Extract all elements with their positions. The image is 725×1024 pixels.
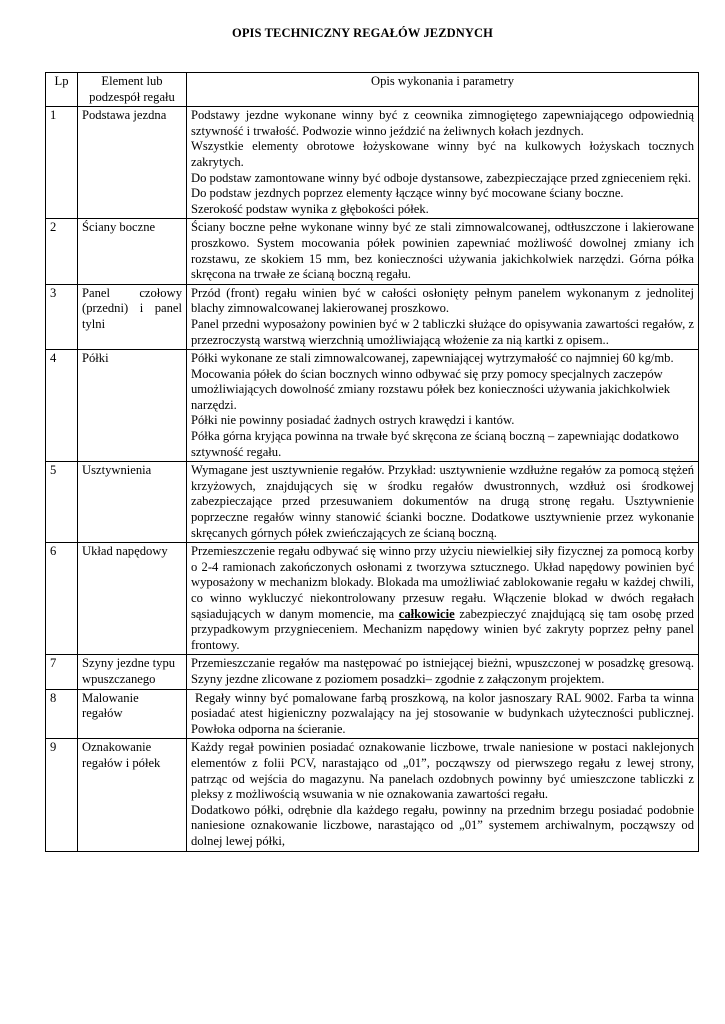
- row-element: Usztywnienia: [78, 462, 187, 543]
- description-paragraph: Półka górna kryjąca powinna na trwałe być skręcona ze ścianą boczną – zapewniając dodatkowo sztywność regału.: [191, 429, 679, 459]
- description-paragraph: [191, 544, 694, 653]
- description-paragraph: Do podstaw jezdnych poprzez elementy łączące winny być mocowane ściany boczne.: [191, 186, 624, 201]
- description-text: zabezpieczyć znajdującą się tam osobę przed przypadkowym przygnieceniem. Mechanizm napędowy winien być zakryty poprzez pełny panel frontowy.: [191, 606, 694, 652]
- row-element: Półki: [78, 350, 187, 462]
- row-element: Oznakowanie regałów i półek: [78, 739, 187, 851]
- description-paragraph: Dodatkowo półki, odrębnie dla każdego regału, powinny na przednim brzegu posiadać podobnie naniesione oznakowanie liczbowe, narastająco od „01” systemem archiwalnym, począwszy od dolnej lewej półki,: [191, 802, 694, 848]
- row-element: Panel czołowy (przedni) i panel tylni: [78, 284, 187, 349]
- row-description: [187, 462, 699, 543]
- description-paragraph: Wymagane jest usztywnienie regałów. Przykład: usztywnienie wzdłużne regałów za pomocą stężeń krzyżowych, znajdujących się w środku regałów dwustronnych, wzdłuż osi środkowej zabezpieczające przed przesuwaniem dokumentów na drugą stronę regału. Usztywnienie poprzeczne regałów winny stanowić ścianki boczne. Dodatkowe usztywnienie przez wykonanie skręcanych górnych półek zwieńczających ze ścianą boczną.: [191, 463, 694, 540]
- header-lp: Lp: [46, 73, 78, 107]
- table-row: [46, 350, 699, 462]
- row-element: Ściany boczne: [78, 219, 187, 284]
- row-number: 7: [46, 655, 78, 689]
- row-description: [187, 543, 699, 655]
- description-paragraph: Przód (front) regału winien być w całości osłonięty pełnym panelem wykonanym z jednolitej blachy zimnowalcowanej lakierowanej proszkowo.: [191, 285, 694, 316]
- description-paragraph: Każdy regał powinien posiadać oznakowanie liczbowe, trwale naniesione w postaci naklejonych elementów z folii PCV, narastająco od „01”, począwszy od pierwszego regału z lewej strony, patrząc od wejścia do magazynu. Na panelach ozdobnych powinny być umieszczone tabliczki z pleksy z możliwością wsuwania w nie oznakowania zawartości regału.: [191, 740, 694, 802]
- spec-table: [45, 72, 699, 852]
- row-element: Szyny jezdne typu wpuszczanego: [78, 655, 187, 689]
- description-paragraph: Przemieszczanie regałów ma następować po istniejącej bieżni, wpuszczonej w posadzkę gresową. Szyny jezdne zlicowane z poziomem posadzki– zgodnie z załączonym projektem.: [191, 656, 694, 686]
- row-number: 4: [46, 350, 78, 462]
- description-text: Przemieszczenie regału odbywać się winno przy użyciu niewielkiej siły fizycznej za pomocą korby o 2-4 ramionach zakończonych osłonami z tworzywa sztucznego. Układ napędowy powinien być wyposażony w mechanizm blokady. Blokada ma umożliwiać zablokowanie regału w każdej chwili, co winno wykluczyć niekontrolowany przesuw regału. Włączenie blokad w dwóch regałach sąsiadujących w danym momencie, ma: [191, 544, 694, 621]
- row-number: 1: [46, 107, 78, 219]
- table-row: [46, 462, 699, 543]
- description-paragraph: Mocowania półek do ścian bocznych winno odbywać się przy pomocy specjalnych zaczepów umożliwiających dowolność zmiany rozstawu półek bez konieczności używania jakichkolwiek narzędzi.: [191, 366, 671, 412]
- document-title: OPIS TECHNICZNY REGAŁÓW JEZDNYCH: [232, 26, 493, 40]
- description-paragraph: Regały winny być pomalowane farbą proszkową, na kolor jasnoszary RAL 9002. Farba ta winna posiadać atest higieniczny pozwalający na jej stosowanie w budynkach użyteczności publicznej. Powłoka odporna na ścieranie.: [191, 690, 698, 736]
- row-description: [187, 350, 699, 462]
- description-paragraph: Półki wykonane ze stali zimnowalcowanej, zapewniającej wytrzymałość co najmniej 60 kg/mb.: [191, 351, 674, 366]
- row-number: 5: [46, 462, 78, 543]
- table-row: [46, 655, 699, 689]
- table-row: [46, 219, 699, 284]
- description-paragraph: Podstawy jezdne wykonane winny być z ceownika zimnogiętego zapewniającego odpowiednią sztywność i trwałość. Podwozie winno jeździć na żeliwnych kołach jezdnych.: [191, 108, 694, 138]
- description-paragraph: Szerokość podstaw wynika z głębokości półek.: [191, 201, 429, 216]
- row-number: 9: [46, 739, 78, 851]
- row-description: [187, 739, 699, 851]
- table-row: [46, 107, 699, 219]
- description-paragraph: Ściany boczne pełne wykonane winny być ze stali zimnowalcowanej, odtłuszczone i lakierowane proszkowo. System mocowania półek powinien zapewniać możliwość dowolnej zmiany ich rozstawu, ze skokiem 15 mm, bez konieczności używania jakichkolwiek narzędzi. Górna półka skręcona na trwałe ze ścianą boczną regału.: [191, 220, 694, 282]
- row-description: [187, 284, 699, 349]
- table-row: [46, 284, 699, 349]
- description-paragraph: Panel przedni wyposażony powinien być w 2 tabliczki służące do opisywania zawartości regałów, z przezroczystą warstwą wierzchnią umożliwiającą włożenie za nią kartki z opisem..: [191, 316, 694, 347]
- emphasized-word: całkowicie: [398, 606, 455, 621]
- description-paragraph: Półki nie powinny posiadać żadnych ostrych krawędzi i kantów.: [191, 413, 515, 428]
- row-description: [187, 219, 699, 284]
- table-row: [46, 739, 699, 851]
- header-description: Opis wykonania i parametry: [187, 73, 699, 107]
- header-element: Element lub podzespół regału: [78, 73, 187, 107]
- row-number: 8: [46, 689, 78, 739]
- row-number: 6: [46, 543, 78, 655]
- table-row: [46, 689, 699, 739]
- row-number: 2: [46, 219, 78, 284]
- row-element: Malowanie regałów: [78, 689, 187, 739]
- description-paragraph: Wszystkie elementy obrotowe łożyskowane winny być na kulkowych łożyskach tocznych zakrytych.: [191, 139, 694, 169]
- description-paragraph: Do podstaw zamontowane winny być odboje dystansowe, zabezpieczające przed zgnieceniem ręki.: [191, 170, 692, 185]
- row-number: 3: [46, 284, 78, 349]
- row-description: [187, 107, 699, 219]
- table-header-row: [46, 73, 699, 107]
- table-row: [46, 543, 699, 655]
- row-element: Układ napędowy: [78, 543, 187, 655]
- row-description: [187, 655, 699, 689]
- row-element: Podstawa jezdna: [78, 107, 187, 219]
- row-description: [187, 689, 699, 739]
